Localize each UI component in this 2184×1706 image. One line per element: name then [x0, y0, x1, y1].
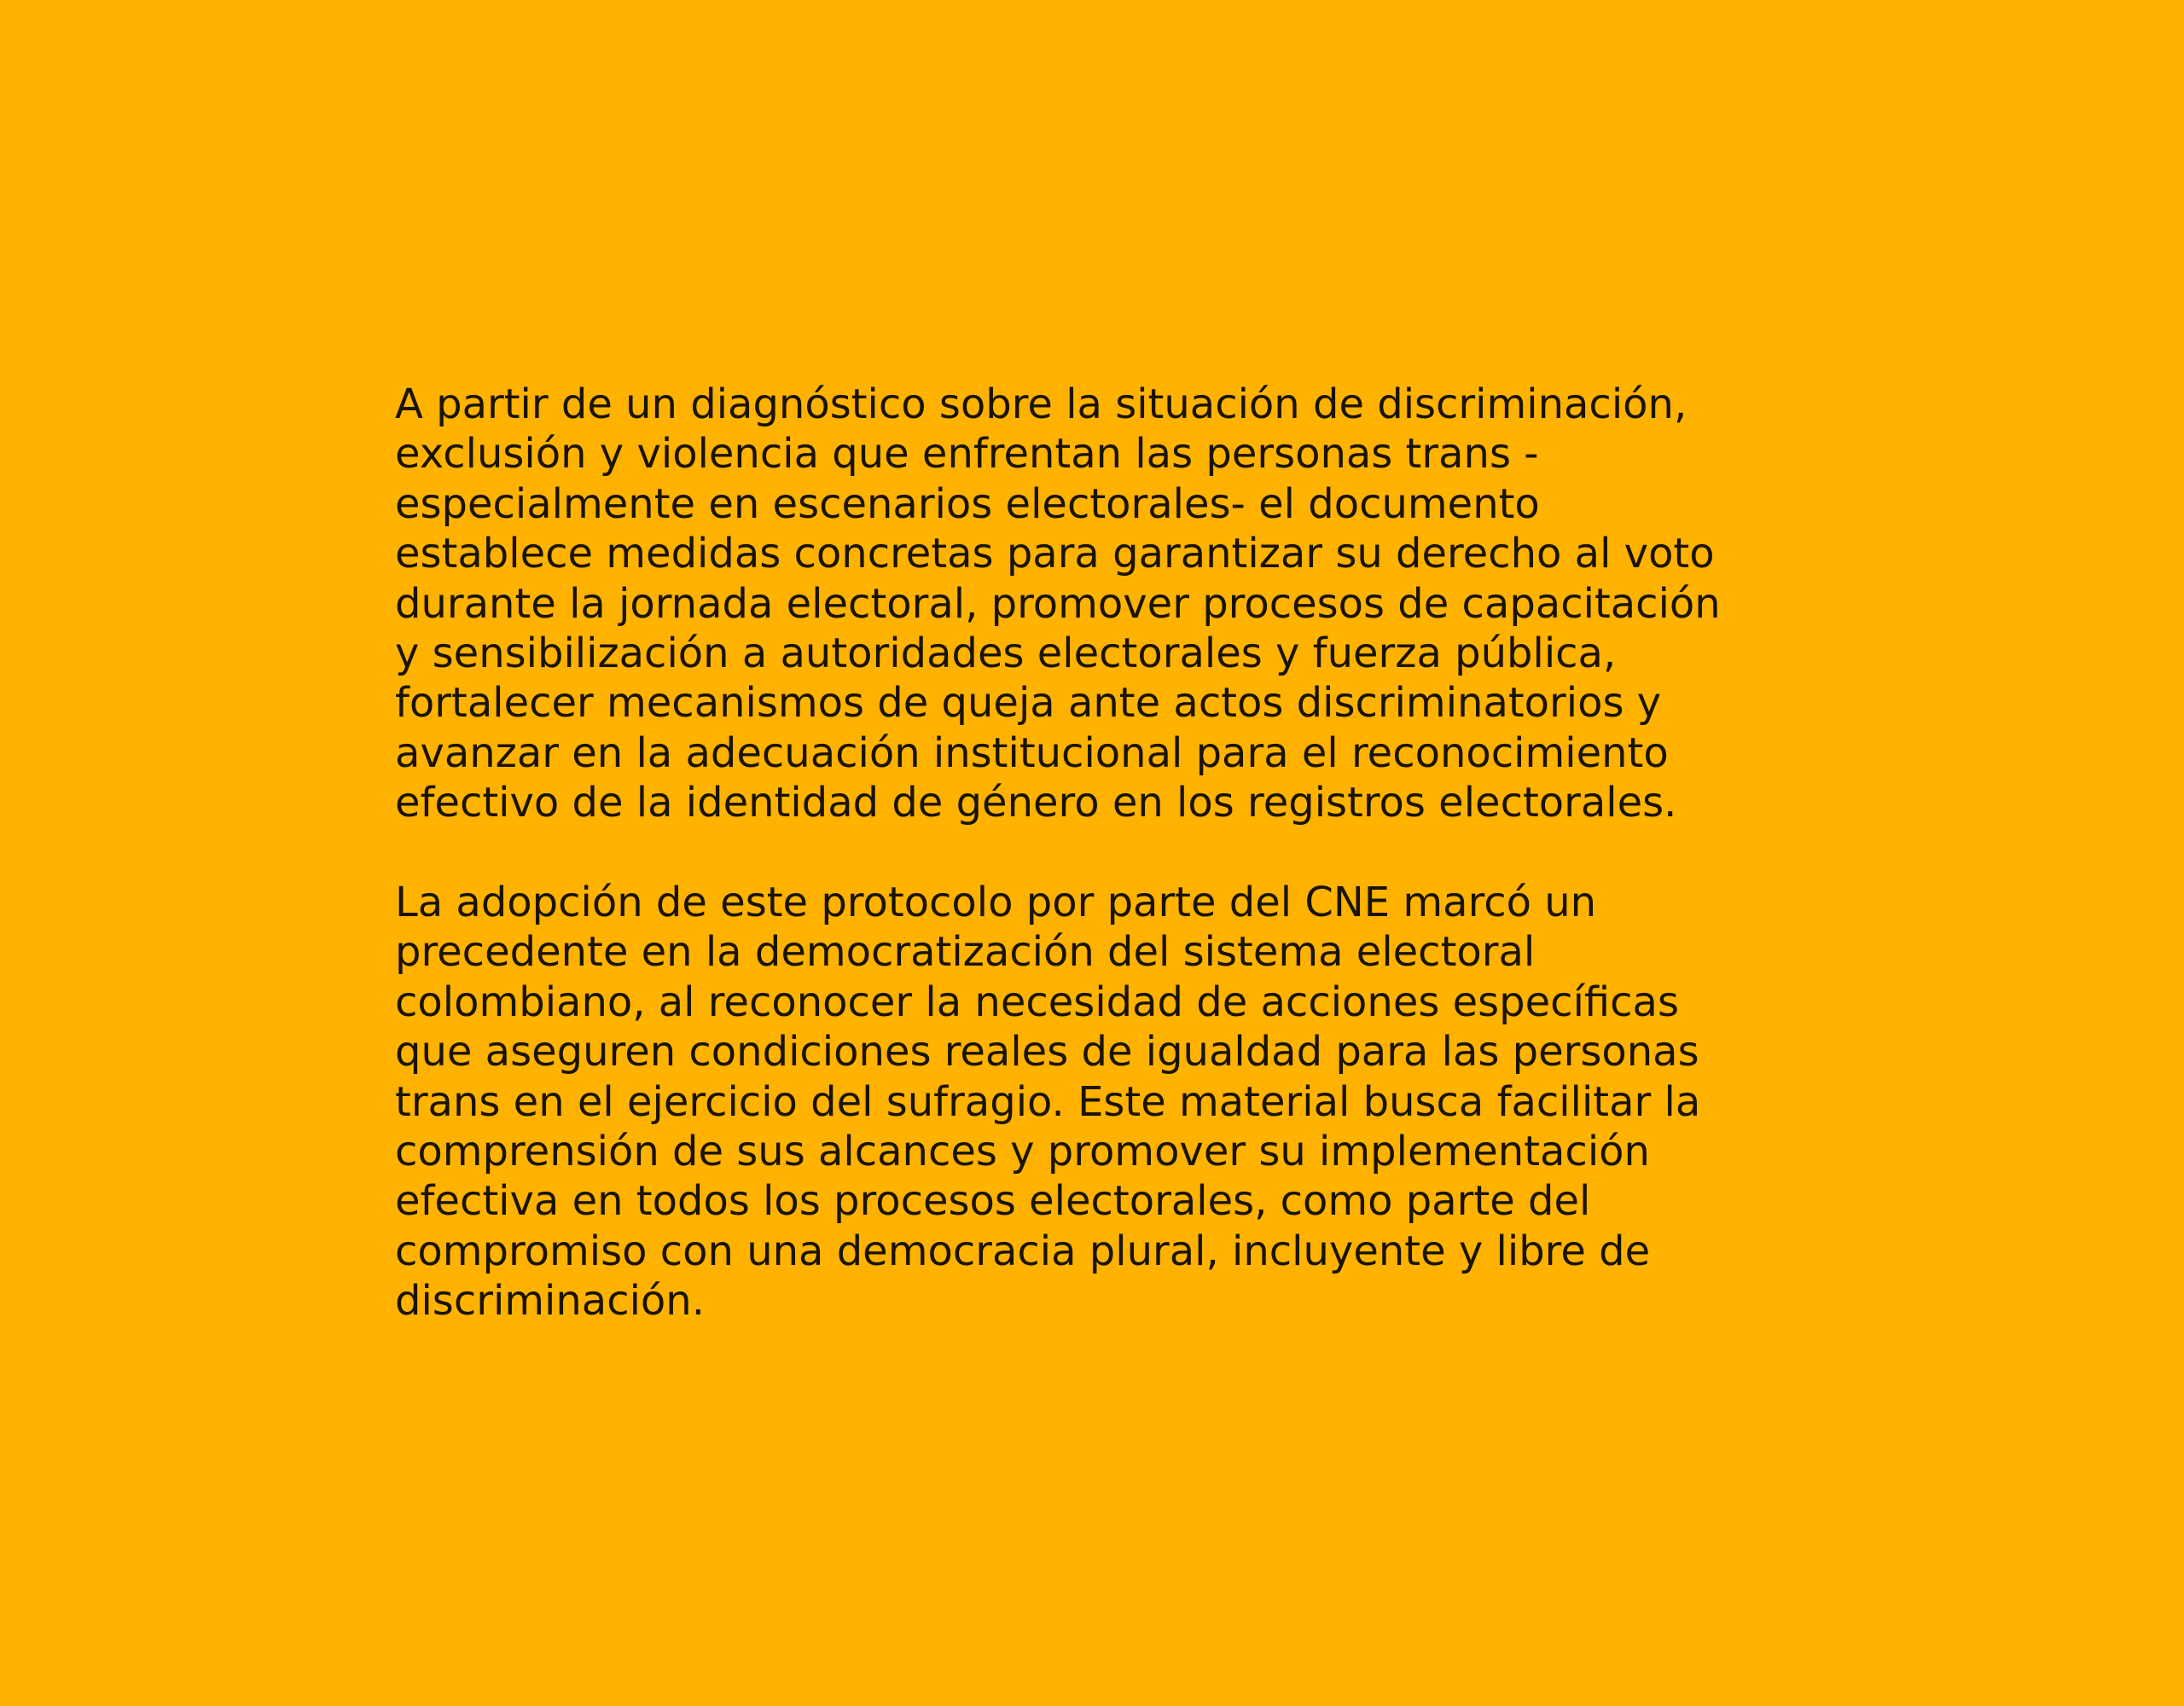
text-line: que aseguren condiciones reales de igualdad para las personas — [395, 1028, 1699, 1076]
text-line: A partir de un diagnóstico sobre la situación de discriminación, — [395, 380, 1687, 428]
text-line: trans en el ejercicio del sufragio. Este material busca facilitar la — [395, 1077, 1701, 1126]
text-line: comprensión de sus alcances y promover su implementación — [395, 1128, 1650, 1176]
text-line: efectivo de la identidad de género en los registros electorales. — [395, 779, 1677, 827]
paragraph-2 — [395, 878, 1862, 1326]
text-line: discriminación. — [395, 1277, 705, 1326]
text-line: fortalecer mecanismos de queja ante actos discriminatorios y — [395, 679, 1662, 728]
text-line: La adopción de este protocolo por parte del CNE marcó un — [395, 879, 1597, 927]
text-line: efectiva en todos los procesos electorales, como parte del — [395, 1177, 1591, 1226]
body-text — [395, 380, 1862, 1326]
text-line: y sensibilización a autoridades electorales y fuerza pública, — [395, 630, 1617, 678]
text-line: establece medidas concretas para garantizar su derecho al voto — [395, 530, 1715, 578]
text-line: precedente en la democratización del sistema electoral — [395, 928, 1536, 977]
text-line: avanzar en la adecuación institucional para el reconocimiento — [395, 728, 1669, 777]
paragraph-1 — [395, 380, 1862, 828]
text-line: especialmente en escenarios electorales- el documento — [395, 479, 1540, 528]
text-line: compromiso con una democracia plural, incluyente y libre de — [395, 1227, 1651, 1275]
paragraph-spacer — [395, 828, 1862, 878]
text-line: exclusión y violencia que enfrentan las personas trans - — [395, 430, 1539, 479]
text-line: colombiano, al reconocer la necesidad de acciones específicas — [395, 978, 1679, 1026]
text-line: durante la jornada electoral, promover procesos de capacitación — [395, 579, 1721, 628]
